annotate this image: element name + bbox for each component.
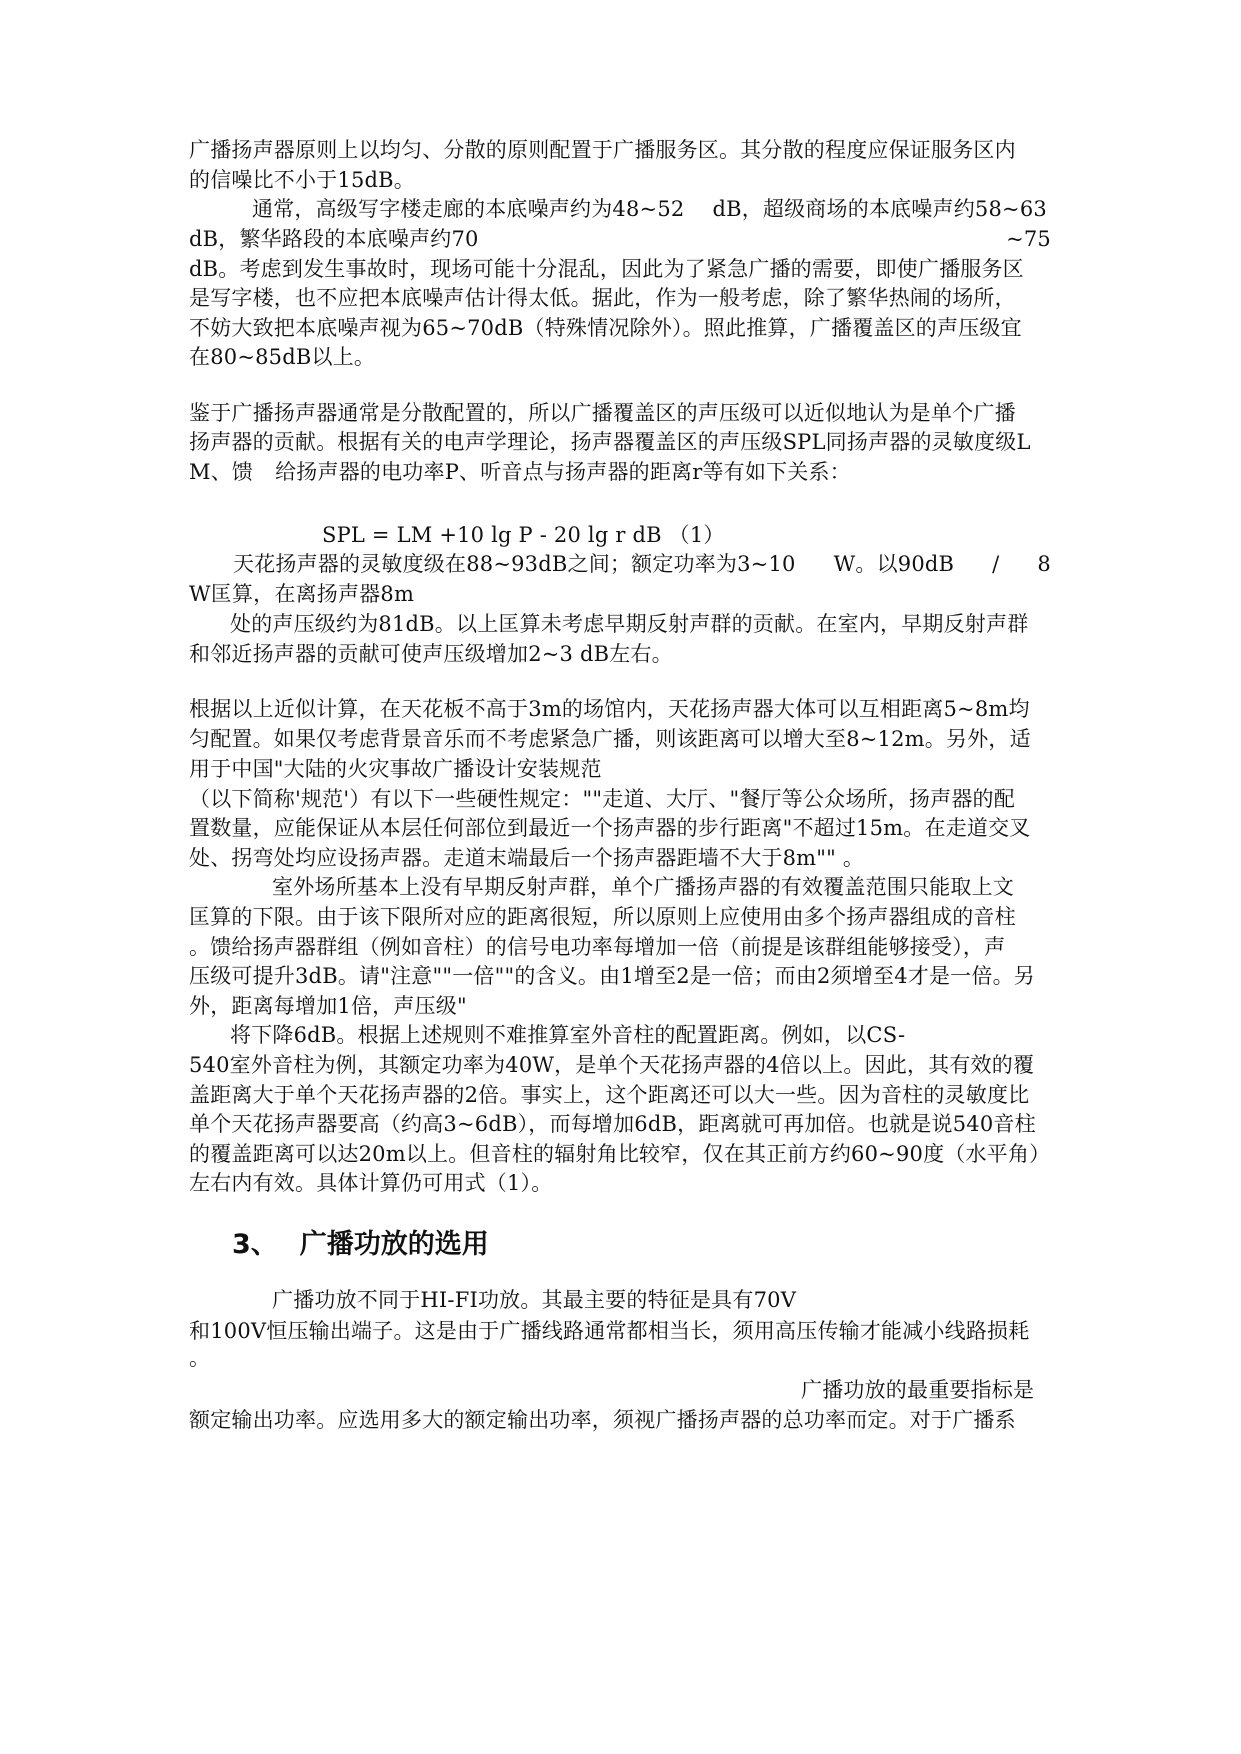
text-line: 鉴于广播扬声器通常是分散配置的，所以广播覆盖区的声压级可以近似地认为是单个广播 <box>189 401 1016 425</box>
section-heading <box>232 1228 489 1262</box>
text-line: 广播功放的最重要指标是 <box>801 1378 1035 1402</box>
text-line: 压级可提升3dB。请"注意""一倍""的含义。由1增至2是一倍；而由2须增至4才是一倍。另 <box>189 964 1035 988</box>
text-line: 。 <box>189 1346 211 1370</box>
formula: SPL = LM +10 lg P - 20 lg r dB （1） <box>322 523 725 547</box>
text-segment: / <box>992 552 1000 576</box>
text-line: 是写字楼，也不应把本底噪声估计得太低。据此，作为一般考虑，除了繁华热闹的场所， <box>189 286 1016 310</box>
text-line: 单个天花扬声器要高（约高3~6dB），而每增加6dB，距离就可再加倍。也就是说540音柱 <box>189 1112 1036 1136</box>
text-line: 额定输出功率。应选用多大的额定输出功率，须视广播扬声器的总功率而定。对于广播系 <box>189 1408 1016 1432</box>
text-line: 匡算的下限。由于该下限所对应的距离很短，所以原则上应使用由多个扬声器组成的音柱 <box>189 905 1016 929</box>
text-segment: 天花扬声器的灵敏度级在88~93dB之间；额定功率为3~10 <box>233 552 796 576</box>
section-number: 3、 <box>232 1229 278 1260</box>
text-line <box>233 551 1051 577</box>
text-segment: M、馈 <box>189 460 254 484</box>
text-line: 的覆盖距离可以达20m以上。但音柱的辐射角比较窄，仅在其正前方约60~90度（水平角） <box>189 1142 1051 1166</box>
section-title: 广播功放的选用 <box>299 1229 489 1260</box>
text-line <box>189 226 1051 252</box>
text-line: 和邻近扬声器的贡献可使声压级增加2~3 dB左右。 <box>189 642 673 666</box>
text-line: 将下降6dB。根据上述规则不难推算室外音柱的配置距离。例如，以CS- <box>230 1023 906 1047</box>
text-line: 。馈给扬声器群组（例如音柱）的信号电功率每增加一倍（前提是该群组能够接受），声 <box>189 935 1006 959</box>
text-segment: dB，繁华路段的本底噪声约70 <box>189 227 479 251</box>
text-line: 处、拐弯处均应设扬声器。走道末端最后一个扬声器距墙不大于8m"" 。 <box>189 846 865 870</box>
text-line: 置数量，应能保证从本层任何部位到最近一个扬声器的步行距离"不超过15m。在走道交叉 <box>189 816 1031 840</box>
text-line: 不妨大致把本底噪声视为65~70dB（特殊情况除外）。照此推算，广播覆盖区的声压级宜 <box>189 316 1022 340</box>
text-line: 广播功放不同于HI-FI功放。其最主要的特征是具有70V <box>272 1288 797 1312</box>
text-line: 用于中国"大陆的火灾事故广播设计安装规范 <box>189 757 602 781</box>
text-segment: 给扬声器的电功率P、听音点与扬声器的距离r等有如下关系： <box>275 460 851 484</box>
text-line: 盖距离大于单个天花扬声器的2倍。事实上，这个距离还可以大一些。因为音柱的灵敏度比 <box>189 1083 1030 1107</box>
text-line: 扬声器的贡献。根据有关的电声学理论，扬声器覆盖区的声压级SPL同扬声器的灵敏度级L <box>189 430 1031 454</box>
text-line: 540室外音柱为例，其额定功率为40W，是单个天花扬声器的4倍以上。因此，其有效的覆 <box>189 1053 1035 1077</box>
text-line: 的信噪比不小于15dB。 <box>189 168 415 192</box>
text-line <box>189 459 851 485</box>
text-line: 和100V恒压输出端子。这是由于广播线路通常都相当长，须用高压传输才能减小线路损耗 <box>189 1319 1030 1343</box>
text-line: （以下简称'规范'）有以下一些硬性规定：""走道、大厅、"餐厅等公众场所，扬声器的配 <box>189 787 1015 811</box>
text-line: W匡算，在离扬声器8m <box>189 582 415 606</box>
text-line: 左右内有效。具体计算仍可用式（1）。 <box>189 1171 553 1195</box>
text-line: 处的声压级约为81dB。以上匡算未考虑早期反射声群的贡献。在室内，早期反射声群 <box>230 612 1029 636</box>
text-line: 室外场所基本上没有早期反射声群，单个广播扬声器的有效覆盖范围只能取上文 <box>272 875 1014 899</box>
text-segment: 8 <box>1037 552 1051 576</box>
text-segment: 通常，高级写字楼走廊的本底噪声约为48~52 <box>252 197 685 221</box>
text-segment: ~75 <box>1006 227 1051 251</box>
text-line: 在80~85dB以上。 <box>189 345 376 369</box>
text-segment: W。以90dB <box>833 552 955 576</box>
text-line: 外，距离每增加1倍，声压级" <box>189 994 467 1018</box>
text-line: 根据以上近似计算，在天花板不高于3m的场馆内，天花扬声器大体可以互相距离5~8m均 <box>189 697 1030 721</box>
text-line <box>252 196 1047 222</box>
text-line: 匀配置。如果仅考虑背景音乐而不考虑紧急广播，则该距离可以增大至8~12m。另外，适 <box>189 727 1031 751</box>
text-segment: dB，超级商场的本底噪声约58~63 <box>712 197 1047 221</box>
text-line: 广播扬声器原则上以均匀、分散的原则配置于广播服务区。其分散的程度应保证服务区内 <box>189 138 1016 162</box>
text-line: dB。考虑到发生事故时，现场可能十分混乱，因此为了紧急广播的需要，即使广播服务区 <box>189 257 1024 281</box>
